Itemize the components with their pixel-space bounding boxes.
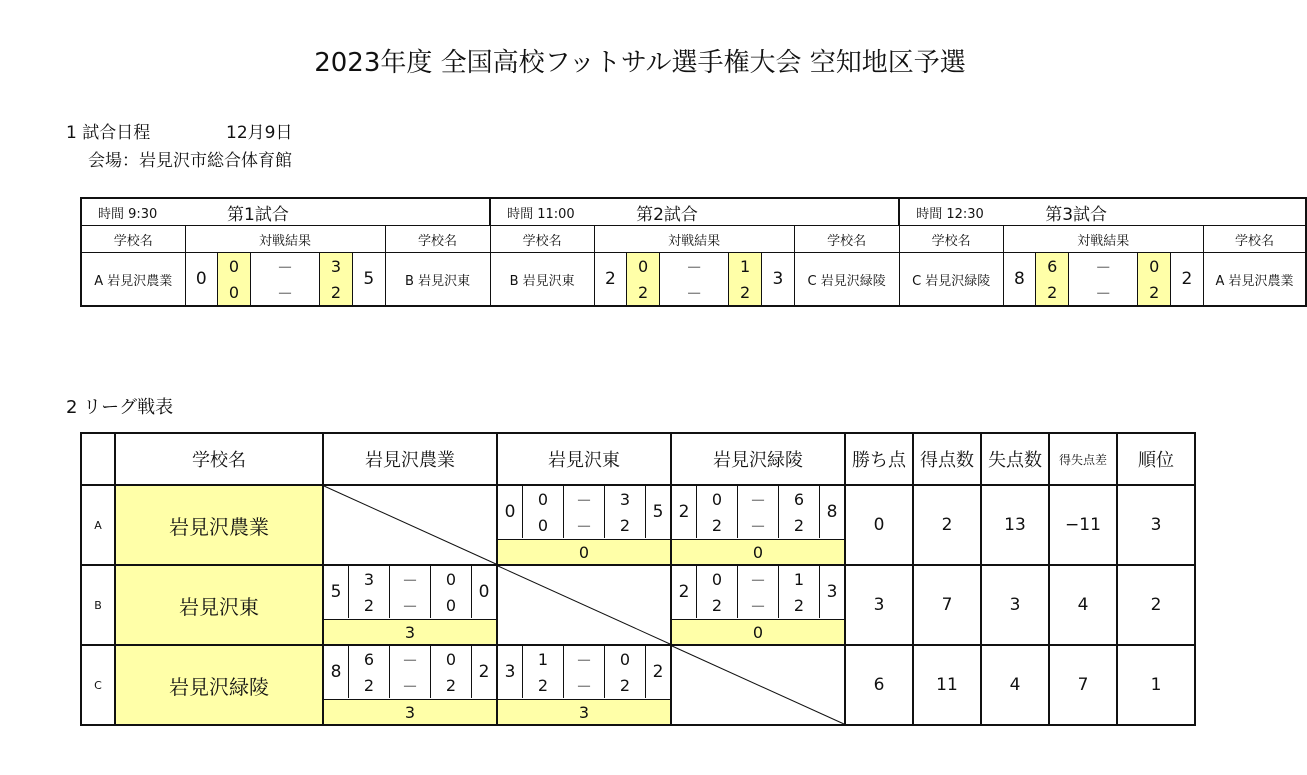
match-2-right-school: C 岩見沢緑陵 (794, 253, 899, 307)
league-table (80, 432, 1196, 726)
diagonal-cell (497, 565, 671, 645)
match-1-dash (251, 253, 319, 307)
score-digit: 2 (363, 675, 375, 695)
match-3-left-school: C 岩見沢緑陵 (899, 253, 1003, 307)
match-result-cell (497, 645, 671, 725)
team-name: 岩見沢緑陵 (115, 645, 323, 725)
diagonal-line (324, 486, 496, 564)
corner-cell (81, 433, 115, 485)
match-3-dash (1069, 253, 1137, 307)
match-2-dash (660, 253, 728, 307)
right-total: 2 (478, 662, 490, 682)
goals-for: 7 (913, 565, 981, 645)
score-digit: 0 (537, 489, 549, 509)
schedule-table (80, 197, 1307, 307)
match-3-left-halves (1035, 253, 1069, 307)
dash: － (575, 676, 592, 696)
match-2-left-school: B 岩見沢東 (490, 253, 594, 307)
score-digit: － (277, 257, 294, 277)
col-school: 学校名 (81, 226, 185, 253)
score-digit: 3 (363, 569, 375, 589)
left-total: 2 (678, 582, 690, 602)
score-digit: － (277, 283, 294, 303)
score-digit: 2 (537, 675, 549, 695)
match-3-right-halves (1137, 253, 1171, 307)
col-school: 学校名 (794, 226, 899, 253)
score-digit: 2 (363, 595, 375, 615)
win-points: 6 (845, 645, 913, 725)
left-total: 8 (330, 662, 342, 682)
match-result-cell (671, 485, 845, 565)
match-2-time: 時間 11:00 (490, 198, 626, 226)
rank: 1 (1117, 645, 1195, 725)
win-points: 0 (845, 485, 913, 565)
score-digit: 0 (619, 649, 631, 669)
match-1-time: 時間 9:30 (81, 198, 217, 226)
match-points: 0 (672, 539, 844, 564)
score-digit: 2 (711, 515, 723, 535)
rank: 3 (1117, 485, 1195, 565)
match-1-left-halves (217, 253, 251, 307)
goal-difference: 7 (1049, 645, 1117, 725)
diagonal-cell (671, 645, 845, 725)
header-gf: 得点数 (913, 433, 981, 485)
team-name: 岩見沢東 (115, 565, 323, 645)
score-digit: 1 (740, 256, 751, 276)
score-digit: 1 (793, 569, 805, 589)
match-1-name: 第1試合 (217, 198, 490, 226)
match-result-cell (671, 565, 845, 645)
score-digit: 0 (711, 489, 723, 509)
match-points: 3 (324, 619, 496, 644)
match-2-right-total: 3 (762, 253, 794, 307)
match-result-cell (323, 565, 497, 645)
header-school: 学校名 (115, 433, 323, 485)
match-3-right-school: A 岩見沢農業 (1203, 253, 1306, 307)
score-digit: 6 (793, 489, 805, 509)
match-2-name: 第2試合 (626, 198, 899, 226)
right-total: 2 (652, 662, 664, 682)
match-1-left-total: 0 (185, 253, 217, 307)
header-rank: 順位 (1117, 433, 1195, 485)
match-1-right-school: B 岩見沢東 (385, 253, 490, 307)
match-3-time: 時間 12:30 (899, 198, 1035, 226)
score-digit: 0 (638, 256, 649, 276)
match-3-name: 第3試合 (1035, 198, 1306, 226)
page-title: 2023年度 全国高校フットサル選手権大会 空知地区予選 (314, 48, 966, 78)
score-digit: 0 (445, 569, 457, 589)
goal-difference: 4 (1049, 565, 1117, 645)
right-total: 5 (652, 502, 664, 522)
left-total: 0 (504, 502, 516, 522)
header-gd: 得失点差 (1049, 433, 1117, 485)
score-digit: 2 (619, 675, 631, 695)
dash: － (749, 596, 766, 616)
score-digit: 0 (445, 595, 457, 615)
match-2-right-halves (728, 253, 762, 307)
right-total: 8 (826, 502, 838, 522)
match-result-cell (497, 485, 671, 565)
venue-text: 会場：岩見沢市総合体育館 (88, 151, 292, 171)
header-ga: 失点数 (981, 433, 1049, 485)
match-points: 3 (498, 699, 670, 724)
dash: － (749, 516, 766, 536)
score-digit: 2 (740, 282, 751, 302)
score-digit: 2 (445, 675, 457, 695)
dash: － (575, 516, 592, 536)
dash: － (749, 490, 766, 510)
col-result: 対戦結果 (1003, 226, 1203, 253)
match-1-left-school: A 岩見沢農業 (81, 253, 185, 307)
header-team-3: 岩見沢緑陵 (671, 433, 845, 485)
match-points: 0 (498, 539, 670, 564)
match-points: 0 (672, 619, 844, 644)
dash: － (401, 676, 418, 696)
left-total: 3 (504, 662, 516, 682)
diagonal-line (672, 646, 844, 724)
goals-against: 13 (981, 485, 1049, 565)
score-digit: 2 (793, 515, 805, 535)
score-digit: 0 (228, 256, 240, 276)
goals-against: 4 (981, 645, 1049, 725)
score-digit: 3 (619, 489, 631, 509)
right-total: 3 (826, 582, 838, 602)
header-win-pts: 勝ち点 (845, 433, 913, 485)
goal-difference: −11 (1049, 485, 1117, 565)
match-points: 3 (324, 699, 496, 724)
goals-against: 3 (981, 565, 1049, 645)
score-digit: 0 (537, 515, 549, 535)
left-total: 5 (330, 582, 342, 602)
score-digit: 2 (330, 282, 342, 302)
score-digit: 0 (228, 282, 240, 302)
score-digit: － (686, 257, 703, 277)
score-digit: 0 (1149, 256, 1160, 276)
score-digit: 2 (638, 282, 649, 302)
goals-for: 2 (913, 485, 981, 565)
match-result-cell (323, 645, 497, 725)
col-result: 対戦結果 (185, 226, 385, 253)
header-team-1: 岩見沢農業 (323, 433, 497, 485)
header-team-2: 岩見沢東 (497, 433, 671, 485)
col-school: 学校名 (385, 226, 490, 253)
score-digit: 6 (363, 649, 375, 669)
win-points: 3 (845, 565, 913, 645)
match-1-right-total: 5 (353, 253, 385, 307)
dash: － (575, 490, 592, 510)
score-digit: 0 (711, 569, 723, 589)
match-2-left-halves (626, 253, 660, 307)
score-digit: 2 (619, 515, 631, 535)
row-label: A (81, 485, 115, 565)
right-total: 0 (478, 582, 490, 602)
schedule-date: 12月9日 (226, 123, 293, 143)
dash: － (749, 570, 766, 590)
dash: － (575, 650, 592, 670)
score-digit: 2 (711, 595, 723, 615)
col-result: 対戦結果 (594, 226, 794, 253)
col-school: 学校名 (490, 226, 594, 253)
score-digit: 6 (1047, 256, 1058, 276)
row-label: B (81, 565, 115, 645)
dash: － (401, 650, 418, 670)
dash: － (401, 570, 418, 590)
score-digit: － (1095, 283, 1112, 303)
match-3-right-total: 2 (1171, 253, 1203, 307)
match-2-left-total: 2 (594, 253, 626, 307)
score-digit: 1 (537, 649, 549, 669)
rank: 2 (1117, 565, 1195, 645)
diagonal-line (498, 566, 670, 644)
dash: － (401, 596, 418, 616)
col-school: 学校名 (1203, 226, 1306, 253)
match-1-right-halves (319, 253, 353, 307)
score-digit: － (686, 283, 703, 303)
score-digit: 0 (445, 649, 457, 669)
goals-for: 11 (913, 645, 981, 725)
score-digit: 3 (330, 256, 342, 276)
score-digit: － (1095, 257, 1112, 277)
left-total: 2 (678, 502, 690, 522)
score-digit: 2 (793, 595, 805, 615)
score-digit: 2 (1047, 282, 1058, 302)
col-school: 学校名 (899, 226, 1003, 253)
team-name: 岩見沢農業 (115, 485, 323, 565)
match-3-left-total: 8 (1003, 253, 1035, 307)
diagonal-cell (323, 485, 497, 565)
row-label: C (81, 645, 115, 725)
schedule-heading: 1 試合日程 (66, 123, 151, 143)
score-digit: 2 (1149, 282, 1160, 302)
league-heading: 2 リーグ戦表 (66, 397, 174, 418)
